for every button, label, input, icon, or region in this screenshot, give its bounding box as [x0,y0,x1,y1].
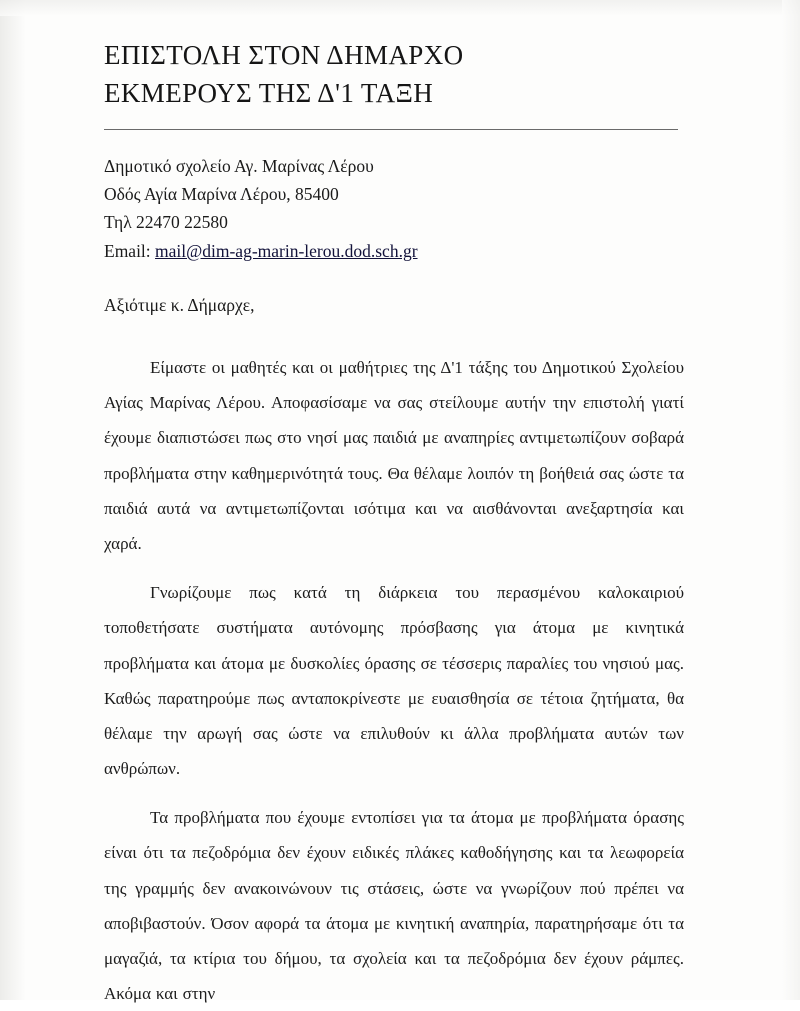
page-title-line-1: ΕΠΙΣΤΟΛΗ ΣΤΟΝ ΔΗΜΑΡΧΟ [104,40,464,70]
letter-body [104,350,684,1011]
scan-edge-top [0,0,800,16]
scan-edge-right [782,0,800,1000]
document-content [104,36,684,1011]
page-title [104,36,684,113]
paragraph: Τα προβλήματα που έχουμε εντοπίσει για τα άτομα με προβλήματα όρασης είναι ότι τα πεζοδρόμια δεν έχουν ειδικές πλάκες καθοδήγησης και τα λεωφορεία της γραμμής δεν ανακοινώνουν τις στάσεις, ώστε να γνωρίζουν πού πρέπει να αποβιβαστούν. Όσον αφορά τα άτομα με κινητική αναπηρία, παρατηρήσαμε ότι τα μαγαζιά, τα κτίρια του δήμου, τα σχολεία και τα πεζοδρόμια δεν έχουν ράμπες. Ακόμα και στην [104,808,684,1004]
sender-school: Δημοτικό σχολείο Αγ. Μαρίνας Λέρου [104,155,374,176]
salutation: Αξιότιμε κ. Δήμαρχε, [104,295,255,316]
email-link[interactable]: mail@dim-ag-marin-lerou.dod.sch.gr [155,240,418,261]
sender-email-line [104,237,684,265]
title-divider [104,129,678,130]
email-label: Email: [104,240,151,261]
sender-phone: Τηλ 22470 22580 [104,212,228,233]
sender-address-block [104,152,684,265]
sender-address: Οδός Αγία Μαρίνα Λέρου, 85400 [104,184,339,204]
scan-edge-left [0,0,26,1000]
paragraph: Γνωρίζουμε πως κατά τη διάρκεια του περασμένου καλοκαιριού τοποθετήσατε συστήματα αυτόνομης πρόσβασης για άτομα με κινητικά προβλήματα και άτομα με δυσκολίες όρασης σε τέσσερις παραλίες του νησιού μας. Καθώς παρατηρούμε πως ανταποκρίνεστε με ευαισθησία σε τέτοια ζητήματα, θα θέλαμε την αρωγή σας ώστε να επιλυθούν κι άλλα προβλήματα αυτών των ανθρώπων. [104,583,684,779]
page-title-line-2: ΕΚΜΕΡΟΥΣ ΤΗΣ Δ'1 ΤΑΞΗ [104,78,434,109]
paragraph: Είμαστε οι μαθητές και οι μαθήτριες της Δ'1 τάξης του Δημοτικού Σχολείου Αγίας Μαρίνας Λέρου. Αποφασίσαμε να σας στείλουμε αυτήν την επιστολή γιατί έχουμε διαπιστώσει πως στο νησί μας παιδιά με αναπηρίες αντιμετωπίζουν σοβαρά προβλήματα στην καθημερινότητά τους. Θα θέλαμε λοιπόν τη βοήθειά σας ώστε τα παιδιά αυτά να αντιμετωπίζονται ισότιμα και να αισθάνονται ανεξαρτησία και χαρά. [104,358,684,553]
